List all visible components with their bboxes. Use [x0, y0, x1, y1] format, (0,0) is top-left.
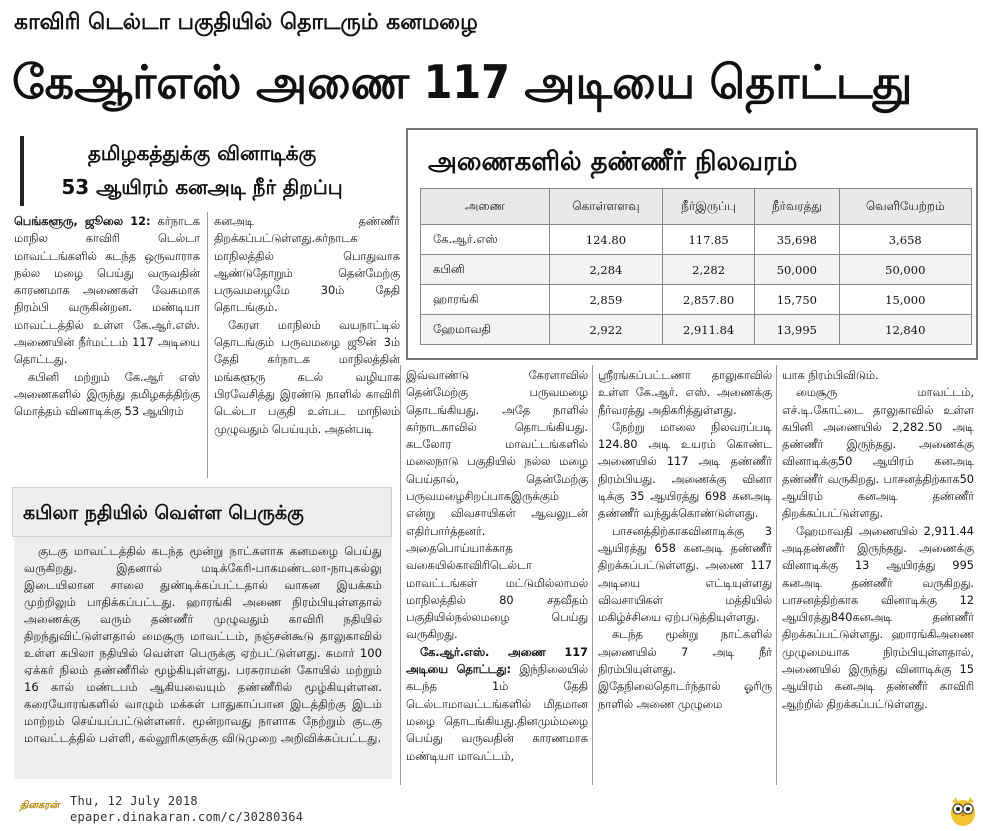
capacity-cell: 2,284 [549, 255, 662, 285]
dam-name: கபினி [421, 255, 550, 285]
column-divider [207, 212, 208, 478]
dam-name: ஹாரங்கி [421, 285, 550, 315]
table-header-row [421, 189, 972, 225]
sidebar-box-title: கபிலா நதியில் வெள்ள பெருக்கு [12, 487, 392, 537]
sub-headline-line-1: தமிழகத்துக்கு வினாடிக்கு [87, 141, 317, 165]
column-4-paragraph-2: நேற்று மாலை நிலவரப்படி 124.80 அடி உயரம் கொண்ட அணையில் 117 அடி தண்ணீர் நிரம்பியது. அணைக்கு வினா டிக்கு 35 ஆயிரத்து 698 கனஅடி தண்ணீர் வந்துக்கொண்டுள்ளது. [598, 420, 772, 521]
storage-cell: 2,911.84 [663, 315, 755, 345]
header-inflow: நீர்வரத்து [755, 189, 839, 225]
main-headline: கேஆர்எஸ் அணை 117 அடியை தொட்டது [12, 55, 913, 109]
column-3-continued: இந்நிலையில் கடந்த 1ம் தேதி டெல்டாமாவட்டங்களில் மிதமான மழை தொடங்கியது.தினமும்மழை பெய்து வருவதின் காரணமாக மண்டியா மாவட்டம், [406, 663, 588, 763]
header-capacity: கொள்ளளவு [549, 189, 662, 225]
column-5-text: யாக நிரம்பிவிடும். [782, 369, 879, 382]
header-storage: நீர்இருப்பு [663, 189, 755, 225]
storage-cell: 117.85 [663, 225, 755, 255]
column-5-paragraph-3: ஹேமாவதி அணையில் 2,911.44 அடிதண்ணீர் இருந்தது. அணைக்கு வினாடிக்கு 13 ஆயிரத்து 995 கனஅடி தண்ணீர் வருகிறது. பாசனத்திற்காக வினாடிக்கு 12 ஆயிரத்து840கனஅடி தண்ணீர் திறக்கப்பட்டுள்ளது. ஹாரங்கிஅணை முழுமையாக நிரம்பியுள்ளதால், அணையில் இருந்து வினாடிக்கு 15 ஆயிரம் கனஅடி தண்ணீர் காவிரி ஆற்றில் திறக்கப்பட்டுள்ளது. [782, 524, 974, 711]
column-divider [776, 365, 777, 785]
dam-status-table [420, 188, 972, 345]
owl-icon[interactable] [948, 794, 978, 828]
storage-cell: 2,282 [663, 255, 755, 285]
table-title: அணைகளில் தண்ணீர் நிலவரம் [428, 147, 798, 177]
column-divider [592, 365, 593, 785]
article-column-4 [598, 367, 772, 785]
column-4-text: ஸ்ரீரங்கப்பட்டணா தாலுகாவில் உள்ள கே.ஆர். எஸ். அணைக்கு நீர்வரத்து அதிகரித்துள்ளது. [598, 369, 772, 417]
sub-headline [20, 136, 380, 206]
dinakaran-logo: தினகரன் [20, 800, 60, 811]
article-column-5 [782, 367, 974, 785]
inflow-cell: 15,750 [755, 285, 839, 315]
outflow-cell: 12,840 [839, 315, 971, 345]
capacity-cell: 124.80 [549, 225, 662, 255]
inflow-cell: 50,000 [755, 255, 839, 285]
column-4-paragraph-4: கடந்த மூன்று நாட்களில் அணையில் 7 அடி நீர் நிரம்பியுள்ளது. இதேநிலைதொடர்ந்தால் ஓரிரு நாளில் அணை முழுமை [598, 628, 772, 711]
article-column-1 [14, 213, 200, 479]
footer-date: Thu, 12 July 2018 [70, 794, 198, 808]
column-1-text: கர்நாடக மாநில காவிரி டெல்டா மாவட்டங்களில் கடந்த ஒருவாராக நல்ல மழை பெய்து வருவதின் காரணமாக அணைகள் வேகமாக நிரம்பி வருகின்றன. மண்டியா மாவட்டத்தில் உள்ள கே.ஆர்.எஸ். அணையின் நீர்மட்டம் 117 அடியை தொட்டது. [14, 215, 200, 367]
storage-cell: 2,857.80 [663, 285, 755, 315]
column-divider [400, 365, 401, 785]
article-column-2 [214, 213, 400, 479]
kicker-headline: காவிரி டெல்டா பகுதியில் தொடரும் கனமழை [14, 10, 478, 35]
dam-name: ஹேமாவதி [421, 315, 550, 345]
column-3-text: இவ்வாண்டு கேரளாவில் தென்மேற்கு பருவமழை தொடங்கியது. அதே நாளில் கர்நாடகாவில் தொடங்கியது. கடலோர மாவட்டங்களில் மலைநாடு பகுதியில் நல்ல மழை பெய்தால், தென்மேற்கு பருவமழைசிறப்பாகஇருக்கும் என்று விவசாயிகள் ஆவலுடன் எதிர்பார்த்தனர். அதைபொய்யாக்காத வகையில்காவிரிடெல்டா மாவட்டங்கள் மட்டுமில்லாமல் மாநிலத்தில் 80 சதவீதம் பகுதியில்நல்லமழை பெய்து வருகிறது. [406, 369, 588, 642]
table-row [421, 225, 972, 255]
inflow-cell: 13,995 [755, 315, 839, 345]
table-row [421, 255, 972, 285]
column-5-paragraph-2: மைசூரு மாவட்டம், எச்.டி.கோட்டை தாலுகாவில் உள்ள கபினி அணையில் 2,282.50 அடி தண்ணீர் இருந்தது. அணைக்கு வினாடிக்கு50 ஆயிரம் கனஅடி தண்ணீர் வருகிறது. பாசனத்திற்காக50 ஆயிரம் கனஅடி தண்ணீர் திறக்கப்பட்டுள்ளது. [782, 386, 974, 521]
outflow-cell: 3,658 [839, 225, 971, 255]
table-row [421, 285, 972, 315]
capacity-cell: 2,859 [549, 285, 662, 315]
inflow-cell: 35,698 [755, 225, 839, 255]
column-2-text: கனஅடி தண்ணீர் திறக்கப்பட்டுள்ளது.கர்நாடக மாநிலத்தில் பொதுவாக ஆண்டுதோறும் தென்மேற்கு பருவமழைமே 30ம் தேதி தொடங்கும். [214, 215, 400, 315]
article-column-3 [406, 367, 588, 785]
epaper-link[interactable]: epaper.dinakaran.com/c/30280364 [70, 810, 304, 824]
column-4-paragraph-3: பாசனத்திற்காகவினாடிக்கு 3 ஆயிரத்து 658 கனஅடி தண்ணீர் திறக்கப்பட்டுள்ளது. அணை 117 அடியை எட்டியுள்ளது விவசாயிகள் மத்தியில் மகிழ்ச்சியை ஏற்படுத்தியுள்ளது. [598, 524, 772, 625]
dateline: பெங்களூரு, ஜூலை 12: [14, 215, 151, 228]
dam-name: கே.ஆர்.எஸ் [421, 225, 550, 255]
outflow-cell: 15,000 [839, 285, 971, 315]
table-row [421, 315, 972, 345]
header-outflow: வெளியேற்றம் [839, 189, 971, 225]
outflow-cell: 50,000 [839, 255, 971, 285]
sub-headline-line-2: 53 ஆயிரம் கனஅடி நீர் திறப்பு [61, 175, 343, 199]
sidebar-box-body [14, 537, 392, 779]
dam-status-table-box [406, 128, 978, 360]
capacity-cell: 2,922 [549, 315, 662, 345]
column-3-lead: கே.ஆர்.எஸ். அணை 117 அடியை தொட்டது: [406, 645, 588, 677]
header-dam: அணை [421, 189, 550, 225]
column-1-paragraph-2: கபினி மற்றும் கே.ஆர் எஸ் அணைகளில் இருந்து தமிழகத்திற்கு மொத்தம் வினாடிக்கு 53 ஆயிரம் [14, 370, 200, 419]
column-2-paragraph-2: கேரள மாநிலம் வயநாட்டில் தொடங்கும் பருவமழை ஜூன் 3ம் தேதி கர்நாடக மாநிலத்தின் மங்களூரு கடல் வழியாக பிரவேசித்து இரண்டு நாளில் காவிரி டெல்டா பகுதி உள்பட மாநிலம் முழுவதும் பெய்யும். அதன்படி [214, 318, 400, 436]
sidebar-box-text: குடகு மாவட்டத்தில் கடந்த மூன்று நாட்களாக கனமழை பெய்து வருகிறது. இதனால் மடிக்கேரி-பாகமண்டலா-நாபுகல்லு இடையிலான சாலை துண்டிக்கப்பட்டதால் வாகன இயக்கம் முற்றிலும் பாதிக்கப்பட்டது. ஹாரங்கி அணை நிரம்பியுள்ளதால் அணைக்கு வரும் தண்ணீர் முழுவதும் காவிரி நதியில் திறந்துவிட்டுள்ளதால் மைசூரு மாவட்டம், நஞ்சன்கூடு தாலுகாவில் உள்ள கபிலா நதியில் வெள்ள பெருக்கு ஏற்பட்டுள்ளது. சுமார் 100 ஏக்கர் நிலம் தண்ணீரில் மூழ்கியுள்ளது. பரசுராமன் கோயில் மற்றும் 16 கால் மண்டபம் ஆகியவையும் தண்ணீரில் மூழ்கியுள்ளன. கரையோரங்களில் வாழும் மக்கள் பாதுகாப்பான இடத்திற்கு இடம் மாற்றம் செய்யப்பட்டுள்ளனர். மூன்றாவது நாளாக நேற்றும் குடகு மாவட்டத்தில் பள்ளி, கல்லூரிகளுக்கு விடுமுறை அறிவிக்கப்பட்டது. [24, 544, 382, 745]
